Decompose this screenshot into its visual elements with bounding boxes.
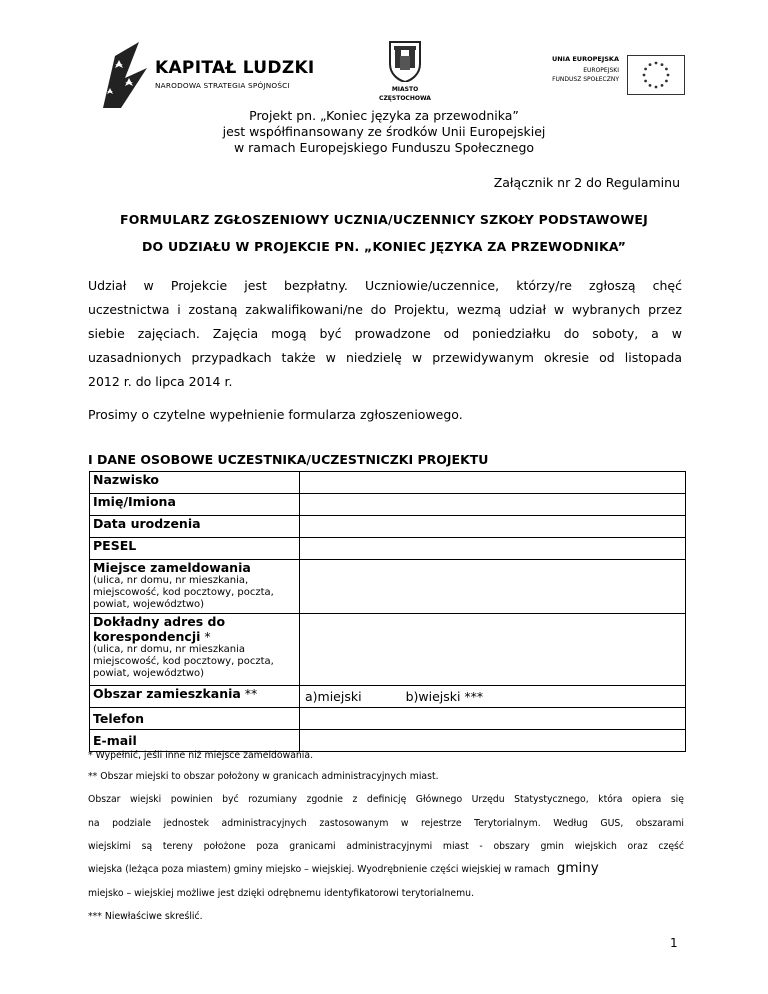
footnote-3c: wiejskimi są tereny położone poza granicami administracyjnymi miast - obszary gmin wiejskich oraz część [88, 841, 684, 852]
row-names [90, 494, 686, 516]
names-field[interactable] [300, 494, 686, 516]
footnote-1: * Wypełnić, jeśli inne niż miejsce zameldowania. [88, 750, 314, 761]
row-surname [90, 472, 686, 494]
page-number: 1 [670, 936, 678, 950]
correspondence-label: Dokładny adres do korespondencji [93, 614, 226, 644]
area-cell [90, 686, 300, 708]
annex-note: Załącznik nr 2 do Regulaminu [493, 175, 680, 190]
kapital-ludzki-emblem-icon [95, 38, 153, 110]
footnote-3d-big: gminy [556, 860, 599, 876]
personal-data-table [89, 471, 686, 752]
correspondence-cell [90, 614, 300, 686]
fill-request: Prosimy o czytelne wypełnienie formularza zgłoszeniowego. [88, 407, 463, 422]
header-line2: jest współfinansowany ze środków Unii Europejskiej [222, 124, 546, 139]
row-area [90, 686, 686, 708]
footnote-3d [88, 860, 684, 876]
pesel-field[interactable] [300, 538, 686, 560]
correspondence-field[interactable] [300, 614, 686, 686]
row-email [90, 730, 686, 752]
area-label: Obszar zamieszkania [93, 686, 241, 701]
row-phone [90, 708, 686, 730]
kapital-ludzki-title: KAPITAŁ LUDZKI [155, 58, 315, 78]
email-field[interactable] [300, 730, 686, 752]
intro-line5: 2012 r. do lipca 2014 r. [88, 374, 233, 389]
residence-cell [90, 560, 300, 614]
intro-paragraph [88, 274, 682, 394]
form-title-line2: DO UDZIAŁU W PROJEKCIE PN. „KONIEC JĘZYKA ZA PRZEWODNIKA” [141, 239, 627, 254]
row-pesel [90, 538, 686, 560]
surname-label: Nazwisko [90, 472, 300, 494]
correspondence-hint: (ulica, nr domu, nr mieszkania miejscowość, kod pocztowy, poczta, powiat, województwo) [93, 644, 274, 679]
intro-line3: siebie zajęciach. Zajęcia mogą być prowadzone od poniedziałku do soboty, a w [88, 326, 682, 341]
correspondence-star: * [200, 629, 211, 644]
area-star: ** [240, 686, 258, 701]
phone-label: Telefon [90, 708, 300, 730]
email-label: E-mail [90, 730, 300, 752]
city-line2: CZĘSTOCHOWA [379, 95, 431, 102]
intro-line1: Udział w Projekcie jest bezpłatny. Uczniowie/uczennice, którzy/re zgłoszą chęć [88, 278, 682, 293]
kapital-ludzki-subtitle: NARODOWA STRATEGIA SPÓJNOŚCI [155, 81, 290, 90]
row-residence [90, 560, 686, 614]
phone-field[interactable] [300, 708, 686, 730]
area-options [300, 686, 686, 708]
area-option-urban[interactable]: a)miejski [305, 689, 362, 704]
city-logo [370, 40, 440, 108]
header-line3: w ramach Europejskiego Funduszu Społecznego [233, 140, 535, 155]
eu-logo [515, 55, 685, 103]
header-line1: Projekt pn. „Koniec języka za przewodnika” [249, 108, 519, 123]
eu-line1: UNIA EUROPEJSKA [551, 55, 619, 63]
footnote-2: ** Obszar miejski to obszar położony w granicach administracyjnych miast. [88, 771, 439, 782]
eu-line3: FUNDUSZ SPOŁECZNY [552, 76, 619, 83]
footnote-3a: Obszar wiejski powinien być rozumiany zgodnie z definicję Głównego Urzędu Statystycznego, która opiera się [88, 794, 684, 805]
section-title: I DANE OSOBOWE UCZESTNIKA/UCZESTNICZKI PROJEKTU [88, 452, 489, 467]
form-title-line1: FORMULARZ ZGŁOSZENIOWY UCZNIA/UCZENNICY SZKOŁY PODSTAWOWEJ [119, 212, 649, 227]
footnote-3e: miejsko – wiejskiej możliwe jest dzięki odrębnemu identyfikatorowi terytorialnemu. [88, 888, 475, 899]
names-label: Imię/Imiona [90, 494, 300, 516]
area-option-rural[interactable]: b)wiejski *** [405, 689, 484, 704]
residence-field[interactable] [300, 560, 686, 614]
pesel-label: PESEL [90, 538, 300, 560]
footnote-3b: na podziale jednostek administracyjnych zastosowanym w rejestrze Terytorialnym. Według GUS, obszarami [88, 818, 684, 829]
footnote-4: *** Niewłaściwe skreślić. [88, 911, 203, 922]
intro-line2: uczestnictwa i zostaną zakwalifikowani/ne do Projektu, wezmą udział w wybranych przez [88, 302, 682, 317]
city-line1: MIASTO [391, 86, 419, 93]
residence-label: Miejsce zameldowania [93, 560, 251, 575]
city-coat-of-arms-icon [388, 40, 422, 82]
footnote-3d-text: wiejska (leżąca poza miastem) gminy miejsko – wiejskiej. Wyodrębnienie części wiejskiej w ramach [88, 864, 550, 875]
kapital-ludzki-logo [95, 38, 320, 110]
birth-date-label: Data urodzenia [90, 516, 300, 538]
residence-hint: (ulica, nr domu, nr mieszkania, miejscowość, kod pocztowy, poczta, powiat, województwo) [93, 575, 274, 610]
surname-field[interactable] [300, 472, 686, 494]
eu-line2: EUROPEJSKI [583, 67, 619, 74]
row-correspondence [90, 614, 686, 686]
row-birth-date [90, 516, 686, 538]
eu-flag-icon [627, 55, 685, 95]
intro-line4: uzasadnionych przypadkach także w niedzielę w przewidywanym okresie od listopada [88, 350, 682, 365]
birth-date-field[interactable] [300, 516, 686, 538]
